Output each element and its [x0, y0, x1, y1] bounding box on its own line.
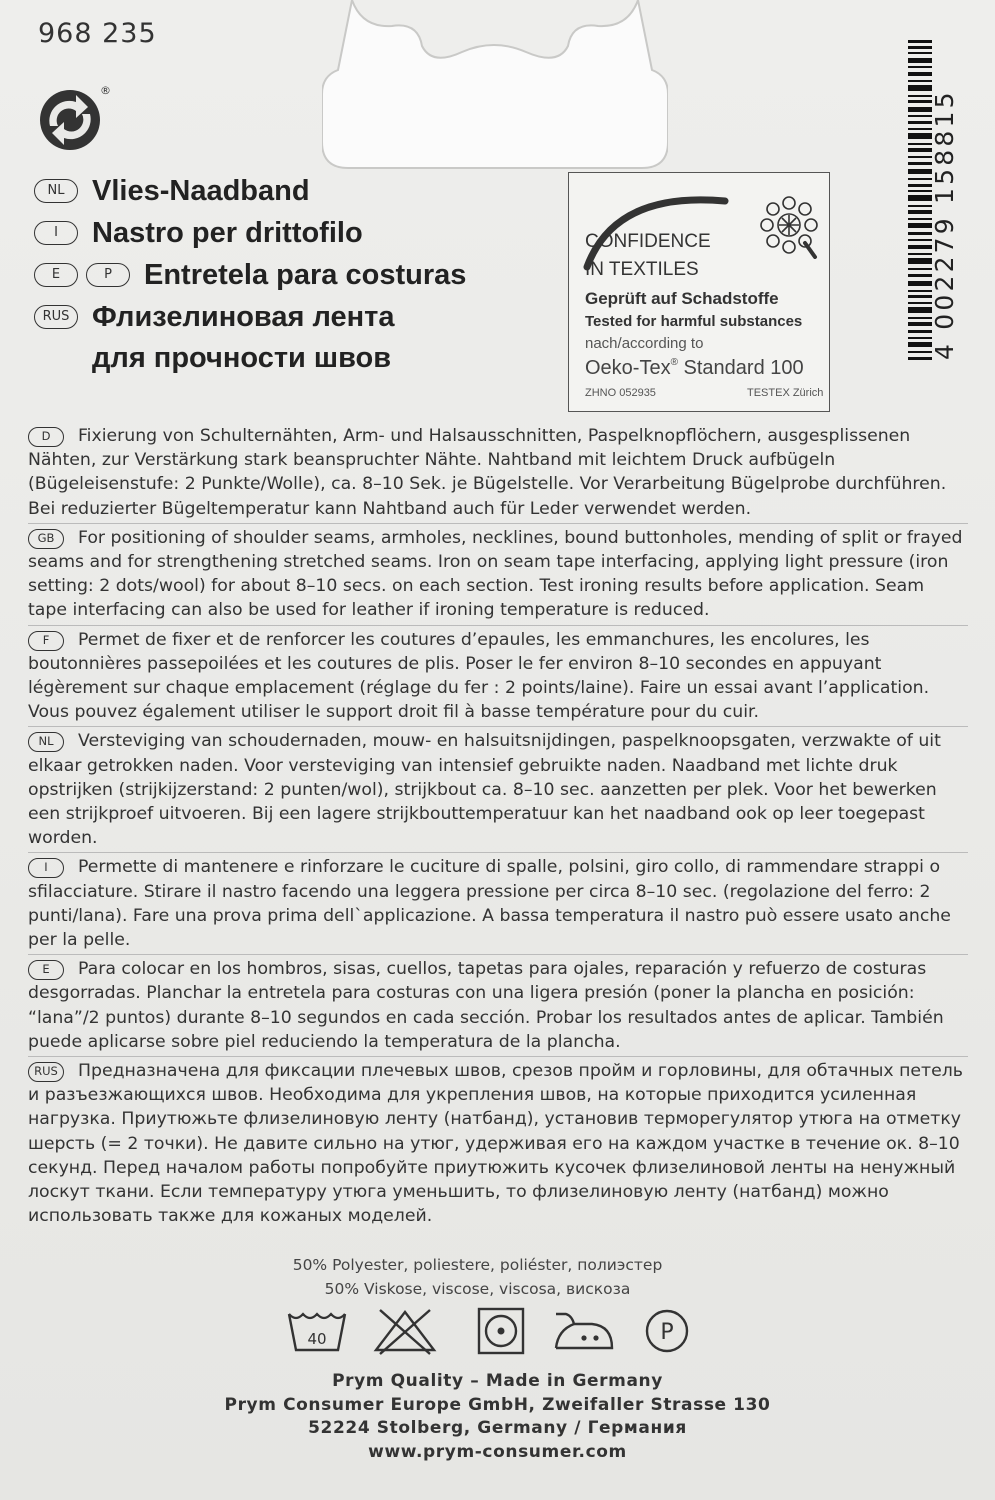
divider [28, 625, 968, 626]
product-number: 968 235 [38, 18, 157, 49]
lang-tag-pt: P [86, 263, 130, 287]
divider [28, 954, 968, 955]
dryclean-p-icon [642, 1306, 692, 1356]
title-text-it: Nastro per drittofilo [92, 216, 363, 249]
lang-tag-rus-2: RUS [28, 1062, 64, 1082]
no-bleach-icon [372, 1306, 438, 1356]
oeko-flower-icon [755, 191, 823, 259]
instruction-paragraph-gb [28, 526, 968, 623]
instruction-paragraph-es [28, 957, 968, 1054]
material-viscose: 50% Viskose, viscose, viscosa, вискоза [324, 1280, 631, 1298]
divider [28, 726, 968, 727]
title-text-rus-2: для прочности швов [92, 341, 392, 374]
iron-two-dots-icon [552, 1306, 618, 1356]
material-composition [0, 1253, 995, 1301]
lang-tag-rus: RUS [34, 305, 78, 329]
footer-quality: Prym Quality – Made in Germany [332, 1371, 663, 1391]
instruction-text-nl: Versteviging van schoudernaden, mouw- en halsuitsnijdingen, paspelknoopsgaten, verzwakte of uit elkaar getrokken naden. Voor versteviging van intensief gebruikte naden. Naadband met lichte druk opstrijken (strijkijzerstand: 2 punten/wol), strijkbout ca. 8–10 sec. aanzetten per plek. Voor het bewerken een strijkproef uitvoeren. Bij een lagere strijkbouttemperatuur kan het naadband ook op leer toegepast worden. [28, 731, 941, 849]
oeko-tested-en: Tested for harmful substances [585, 313, 803, 330]
barcode-digits [930, 40, 960, 370]
lang-tag-es: E [34, 263, 78, 287]
oeko-confidence: CONFIDENCE [585, 231, 711, 252]
title-nl [34, 170, 574, 212]
instruction-text-de: Fixierung von Schulternähten, Arm- und Halsausschnitten, Paspelknopflöchern, ausgesplissenen Nähten, zur Verstärkung stark beanspruchter Nähte. Nahtband mit leichtem Druck aufbügeln (Bügeleisenstufe: 2 Punkte/Wolle), ca. 8–10 Sek. je Bügelstelle. Vor Verarbeitung Bügelprobe durchführen. Bei reduzierter Bügeltemperatur kann Nahtband auch für Leder verwendet werden. [28, 426, 947, 519]
lang-tag-it-2: I [28, 858, 64, 878]
tumble-dry-icon [476, 1306, 526, 1356]
registered-mark: ® [100, 84, 111, 97]
lang-tag-it: I [34, 221, 78, 245]
instruction-text-es: Para colocar en los hombros, sisas, cuellos, tapetas para ojales, reparación y refuerzo de costuras desgorradas. Planchar la entretela para costuras con una ligera presión (poner la plancha en posición: “lana”/2 puntos) durante 8–10 segundos en cada sección. Probar los resultados antes de aplicar. También puede aplicarse sobre piel reduciendo la temperatura de la plancha. [28, 959, 944, 1052]
wash-temperature: 40 [307, 1330, 327, 1348]
oeko-reg-mark: ® [670, 357, 678, 368]
usage-instructions [28, 424, 968, 1231]
oeko-standard-suffix: Standard 100 [677, 357, 804, 379]
oeko-standard [585, 357, 804, 380]
care-symbols [286, 1306, 706, 1370]
title-text-nl: Vlies-Naadband [92, 174, 310, 207]
oeko-according: nach/according to [585, 335, 704, 352]
title-rus [34, 296, 574, 338]
dryclean-letter: P [660, 1320, 674, 1345]
lang-tag-nl: NL [34, 179, 78, 203]
instruction-text-fr: Permet de fixer et de renforcer les coutures d’epaules, les emmanchures, les encolures, les boutonnières passepoilées et les coutures de plis. Poser le fer environ 8–10 secondes en appuyant légèrement sur chaque emplacement (réglage du fer : 2 points/laine). Faire un essai avant l’application. Vous pouvez également utiliser le support droit fil à basse température pour du cuir. [28, 629, 930, 723]
lang-tag-gb: GB [28, 529, 64, 549]
hang-hole [322, 0, 668, 170]
oeko-in-textiles: IN TEXTILES [585, 259, 699, 280]
instruction-text-rus: Предназначена для фиксации плечевых швов, срезов пройм и горловины, для обтачных петель и разъезжающихся швов. Необходима для укрепления швов, на которые приходится усиленная нагрузка. Приутюжьте флизелиновую ленту (натбанд), установив терморегулятор утюга на отметку шерсть (= 2 точки). Не давите сильно на утюг, удерживая его на каждом участке в течение ок. 8–10 секунд. Перед началом работы попробуйте приутюжить кусочек флизелиновой ленты на ненужный лоскут ткани. Если температуру утюга уменьшить, то флизелиновую ленту (натбанд) можно использовать также для кожаных моделей. [28, 1061, 963, 1227]
title-es-pt [34, 254, 574, 296]
instruction-paragraph-nl [28, 729, 968, 850]
manufacturer-footer [0, 1370, 995, 1464]
lang-tag-fr: F [28, 631, 64, 651]
barcode-number: 4 002279 158815 [930, 89, 959, 360]
footer-website: www.prym-consumer.com [368, 1441, 627, 1462]
lang-tag-es-2: E [28, 960, 64, 980]
oeko-cert-number: ZHNO 052935 [585, 387, 656, 399]
oeko-tex-label [568, 172, 830, 412]
instruction-text-gb: For positioning of shoulder seams, armholes, necklines, bound buttonholes, mending of split or frayed seams and for strengthening stretched seams. Iron on seam tape interfacing, applying light pressure (iron setting: 2 dots/wool) for about 8–10 secs. on each section. Test ironing results before application. Seam tape interfacing can also be used for leather if ironing temperature is reduced. [28, 527, 963, 621]
divider [28, 523, 968, 524]
title-text-rus: Флизелиновая лента [92, 300, 395, 333]
footer-company: Prym Consumer Europe GmbH, Zweifaller Strasse 130 [224, 1394, 771, 1415]
title-text-es: Entretela para costuras [144, 258, 467, 291]
instruction-paragraph-de [28, 424, 968, 521]
title-it [34, 212, 574, 254]
product-titles [34, 170, 574, 378]
oeko-standard-prefix: Oeko-Tex [585, 357, 671, 379]
wash-40-icon [286, 1306, 348, 1356]
title-rus-line2 [34, 338, 574, 378]
material-polyester: 50% Polyester, poliestere, poliéster, полиэстер [292, 1256, 663, 1274]
divider [28, 1056, 968, 1057]
lang-tag-de: D [28, 427, 64, 447]
lang-tag-nl-2: NL [28, 732, 64, 752]
divider [28, 852, 968, 853]
instruction-paragraph-fr [28, 628, 968, 725]
green-dot-recycle-icon [36, 80, 112, 156]
oeko-institute: TESTEX Zürich [747, 387, 824, 399]
instruction-paragraph-it [28, 855, 968, 952]
instruction-text-it: Permette di mantenere e rinforzare le cuciture di spalle, polsini, giro collo, di rammendare strappi o sfilacciature. Stirare il nastro facendo una leggera pressione per circa 8–10 sec. (regolazione del ferro: 2 punti/lana). Fare una prova prima dell`applicazione. A bassa temperatura il nastro può essere usato anche per la pelle. [28, 857, 951, 951]
footer-address: 52224 Stolberg, Germany / Германия [308, 1418, 687, 1438]
instruction-paragraph-rus [28, 1059, 968, 1228]
oeko-tested-de: Geprüft auf Schadstoffe [585, 289, 779, 308]
